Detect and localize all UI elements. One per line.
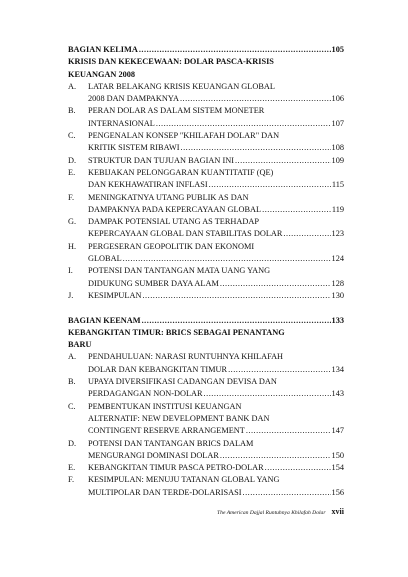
entry-page-number: 123	[331, 229, 344, 239]
entry-title-line: MULTIPOLAR DAN TERDE-DOLARISASI	[88, 487, 242, 497]
entry-title-line: GLOBAL	[88, 254, 122, 264]
toc-entry	[68, 351, 344, 376]
entry-title-line: CONTINGENT RESERVE ARRANGEMENT	[88, 426, 245, 436]
entry-letter: F.	[68, 475, 75, 485]
entry-text	[88, 167, 344, 192]
dot-leader	[139, 44, 331, 56]
entry-last-line	[88, 487, 344, 499]
chapter-entry-list	[68, 351, 344, 499]
entry-letter: E.	[68, 167, 76, 177]
chapter-heading-row	[68, 315, 344, 327]
dot-leader	[123, 253, 331, 265]
entry-last-line	[88, 118, 344, 130]
dot-leader	[235, 155, 331, 167]
dot-leader	[220, 450, 331, 462]
toc-entry	[68, 290, 344, 302]
entry-page-number: 128	[331, 278, 344, 288]
toc-entry	[68, 192, 344, 217]
entry-title-line: LATAR BELAKANG KRISIS KEUANGAN GLOBAL	[88, 81, 275, 91]
entry-text	[88, 438, 344, 463]
entry-text	[88, 265, 344, 290]
footer-page-number: xvii	[331, 507, 344, 516]
entry-letter: D.	[68, 438, 77, 448]
entry-title-line: PENDAHULUAN: NARASI RUNTUHNYA KHILAFAH	[88, 352, 284, 362]
dot-leader	[209, 179, 331, 191]
entry-title-line: PEMBENTUKAN INSTITUSI KEUANGAN	[88, 401, 242, 411]
chapter-label: BAGIAN KEENAM	[68, 315, 141, 325]
entry-letter: H.	[68, 241, 77, 251]
entry-last-line	[88, 425, 344, 437]
entry-page-number: 134	[331, 364, 344, 374]
entry-text	[88, 462, 344, 474]
entry-title-line: POTENSI DAN TANTANGAN MATA UANG YANG	[88, 266, 271, 276]
entry-page-number: 130	[331, 290, 344, 300]
toc-entry	[68, 130, 344, 155]
entry-title-line: KEPERCAYAAN GLOBAL DAN STABILITAS DOLAR	[88, 229, 283, 239]
entry-last-line	[88, 179, 344, 191]
entry-last-line	[88, 462, 344, 474]
entry-page-number: 109	[331, 155, 344, 165]
entry-last-line	[88, 278, 344, 290]
dot-leader	[142, 290, 330, 302]
dot-leader	[220, 278, 331, 290]
entry-page-number: 124	[331, 254, 344, 264]
entry-title-line: DIDUKUNG SUMBER DAYA ALAM	[88, 278, 219, 288]
chapter-label: BAGIAN KELIMA	[68, 45, 138, 54]
entry-title-line: MENINGKATNYA UTANG PUBLIK AS DAN	[88, 192, 249, 202]
dot-leader	[180, 93, 331, 105]
toc-entry	[68, 241, 344, 266]
entry-title-line: PERAN DOLAR AS DALAM SISTEM MONETER	[88, 106, 265, 116]
entry-letter: F.	[68, 192, 75, 202]
toc-entry	[68, 462, 344, 474]
entry-title-line: KEBANGKITAN TIMUR PASCA PETRO-DOLAR	[88, 463, 264, 473]
entry-title-line: UPAYA DIVERSIFIKASI CADANGAN DEVISA DAN	[88, 377, 277, 387]
entry-last-line	[88, 450, 344, 462]
entry-page-number: 106	[331, 94, 344, 104]
chapter-title-continued: BARU	[68, 340, 92, 350]
entry-text	[88, 81, 344, 106]
entry-title-line: PERDAGANGAN NON-DOLAR	[88, 389, 203, 399]
entry-page-number: 115	[331, 180, 344, 190]
dot-leader	[181, 142, 331, 154]
entry-title-line: MENGURANGI DOMINASI DOLAR	[88, 450, 219, 460]
entry-title-line: DOLAR DAN KEBANGKITAN TIMUR	[88, 364, 228, 374]
toc-entry	[68, 376, 344, 401]
dot-leader	[204, 388, 331, 400]
entry-letter: I.	[68, 266, 73, 276]
entry-title-line: ALTERNATIF: NEW DEVELOPMENT BANK DAN	[88, 413, 270, 423]
entry-letter: A.	[68, 81, 77, 91]
entry-last-line	[88, 253, 344, 265]
toc-entry	[68, 265, 344, 290]
entry-title-line: PERGESERAN GEOPOLITIK DAN EKONOMI	[88, 241, 255, 251]
entry-title-line: DAMPAK POTENSIAL UTANG AS TERHADAP	[88, 217, 259, 227]
chapter-page-number: 105	[331, 45, 344, 54]
entry-text	[88, 192, 344, 217]
entry-letter: D.	[68, 155, 77, 165]
entry-text	[88, 290, 344, 302]
entry-last-line	[88, 142, 344, 154]
entry-title-line: STRUKTUR DAN TUJUAN BAGIAN INI	[88, 155, 234, 165]
entry-page-number: 147	[331, 426, 344, 436]
toc-entry	[68, 216, 344, 241]
chapter-title: KRISIS DAN KEKECEWAAN: DOLAR PASCA-KRISIS	[68, 57, 274, 67]
chapter-page-number: 133	[331, 315, 344, 325]
page-footer	[0, 501, 344, 519]
entry-last-line	[88, 93, 344, 105]
dot-leader	[283, 228, 330, 240]
entry-title-line: 2008 DAN DAMPAKNYA	[88, 94, 179, 104]
entry-last-line	[88, 155, 344, 167]
entry-text	[88, 216, 344, 241]
entry-page-number: 108	[331, 143, 344, 153]
dot-leader	[228, 364, 330, 376]
dot-leader	[142, 315, 331, 327]
chapter-title: KEBANGKITAN TIMUR: BRICS SEBAGAI PENANTANG	[68, 327, 285, 337]
entry-page-number: 119	[331, 204, 344, 214]
entry-title-line: POTENSI DAN TANTANGAN BRICS DALAM	[88, 438, 254, 448]
dot-leader	[265, 462, 331, 474]
toc-entry	[68, 81, 344, 106]
entry-letter: B.	[68, 377, 76, 387]
entry-title-line: PENGENALAN KONSEP "KHILAFAH DOLAR" DAN	[88, 131, 280, 141]
chapter-entry-list	[68, 81, 344, 302]
entry-page-number: 150	[331, 450, 344, 460]
entry-title-line: KRITIK SISTEM RIBAWI	[88, 143, 180, 153]
entry-title-line: DAN KEKHAWATIRAN INFLASI	[88, 180, 208, 190]
entry-title-line: KESIMPULAN	[88, 290, 142, 300]
entry-last-line	[88, 388, 344, 400]
entry-title-line: DAMPAKNYA PADA KEPERCAYAAN GLOBAL	[88, 204, 262, 214]
entry-page-number: 107	[331, 118, 344, 128]
entry-text	[88, 376, 344, 401]
dot-leader	[246, 425, 331, 437]
entry-page-number: 156	[331, 487, 344, 497]
footer-book-title: The American Dajjal Runtuhnya Khilafah Dolar	[217, 510, 326, 516]
toc-entry	[68, 474, 344, 499]
entry-text	[88, 351, 344, 376]
toc-entry	[68, 155, 344, 167]
entry-letter: A.	[68, 352, 77, 362]
entry-page-number: 154	[331, 463, 344, 473]
dot-leader	[262, 204, 331, 216]
entry-text	[88, 155, 344, 167]
dot-leader	[156, 118, 331, 130]
entry-letter: G.	[68, 217, 77, 227]
entry-last-line	[88, 290, 344, 302]
entry-letter: E.	[68, 463, 76, 473]
entry-text	[88, 130, 344, 155]
dot-leader	[243, 487, 331, 499]
entry-letter: C.	[68, 401, 76, 411]
toc-entry	[68, 401, 344, 438]
chapter-heading-row	[68, 44, 344, 56]
entry-title-line: KEBIJAKAN PELONGGARAN KUANTITATIF (QE)	[88, 167, 274, 177]
entry-letter: C.	[68, 131, 76, 141]
entry-letter: J.	[68, 290, 74, 300]
toc-entry	[68, 105, 344, 130]
entry-last-line	[88, 228, 344, 240]
table-of-contents	[68, 44, 344, 499]
entry-text	[88, 241, 344, 266]
entry-letter: B.	[68, 106, 76, 116]
entry-text	[88, 474, 344, 499]
chapter-title-continued: KEUANGAN 2008	[68, 69, 136, 79]
entry-title-line: KESIMPULAN: MENUJU TATANAN GLOBAL YANG	[88, 475, 280, 485]
toc-entry	[68, 438, 344, 463]
entry-title-line: INTERNASIONAL	[88, 118, 155, 128]
entry-text	[88, 401, 344, 438]
entry-page-number: 143	[331, 389, 344, 399]
entry-text	[88, 105, 344, 130]
entry-last-line	[88, 204, 344, 216]
toc-entry	[68, 167, 344, 192]
entry-last-line	[88, 364, 344, 376]
